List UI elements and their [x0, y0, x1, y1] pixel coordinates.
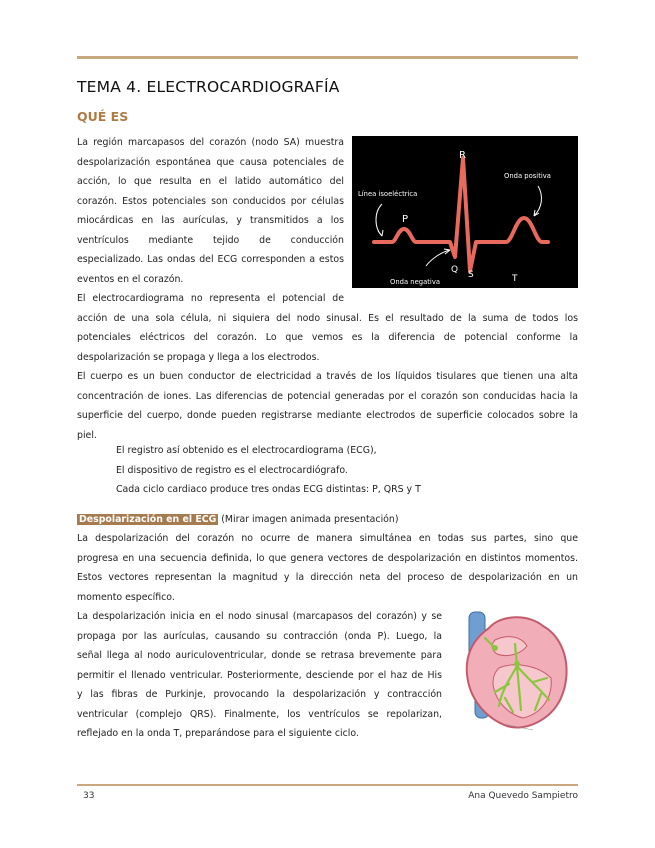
- label-p: P: [402, 214, 409, 225]
- label-t: T: [512, 274, 518, 284]
- text-line: potenciales eléctricos del corazón. Lo que vemos es la diferencia de potencial conforme la: [77, 332, 578, 343]
- label-s: S: [468, 270, 474, 280]
- text-line: El cuerpo es un buen conductor de electricidad a través de los líquidos tisulares que tienen una alta: [77, 371, 578, 382]
- text-line: superficie del cuerpo, donde pueden registrarse mediante electrodos de superficie colocados sobre la: [77, 410, 578, 421]
- text-line: momento específico.: [77, 591, 175, 603]
- text-line: señal llega al nodo auriculoventricular, donde se retrasa brevemente para: [77, 650, 442, 661]
- text-line: concentración de iones. Las diferencias de potencial generadas por el corazón son conducidas hacia la: [77, 390, 578, 402]
- indented-line: El dispositivo de registro es el electrocardiógrafo.: [116, 464, 348, 476]
- text-line: despolarización espontánea que causa potenciales de: [77, 156, 344, 168]
- bottom-rule: [77, 784, 578, 786]
- text-line: eventos en el corazón.: [77, 273, 184, 285]
- ecg-waveform-figure: [352, 136, 578, 288]
- heart-conduction-illustration: [455, 608, 577, 736]
- text-line: La despolarización del corazón no ocurre de manera simultánea en todas sus partes, sino que: [77, 533, 578, 544]
- label-isoelectric: Línea isoeléctrica: [358, 190, 418, 198]
- text-line: Estos vectores representan la magnitud y la dirección neta del proceso de despolarización en un: [77, 572, 578, 583]
- text-line: reflejado en la onda T, preparándose para el siguiente ciclo.: [77, 728, 359, 739]
- text-line: corazón. Estos potenciales son conducidos por células: [77, 195, 344, 207]
- text-line: La despolarización inicia en el nodo sinusal (marcapasos del corazón) y se: [77, 611, 442, 622]
- section-heading: QUÉ ES: [77, 109, 129, 124]
- text-line: ventrículos mediante tejido de conducción: [77, 234, 344, 246]
- page-number: 33: [83, 791, 95, 801]
- label-positive: Onda positiva: [504, 172, 551, 180]
- highlighted-heading: Despolarización en el ECG: [79, 514, 217, 525]
- isoelectric-arrow: [376, 204, 382, 236]
- indented-line: El registro así obtenido es el electrocardiograma (ECG),: [116, 445, 377, 456]
- text-line: progresa en una secuencia definida, lo que genera vectores de despolarización en distintos momentos.: [77, 552, 578, 564]
- heading-note: (Mirar imagen animada presentación): [218, 514, 399, 525]
- text-line: permitir el llenado ventricular. Posteriormente, desciende por el haz de His: [77, 669, 442, 681]
- label-r: R: [459, 150, 466, 161]
- text-line: piel.: [77, 429, 97, 441]
- text-line: propaga por las aurículas, causando su contracción (onda P). Luego, la: [77, 630, 442, 642]
- label-negative: Onda negativa: [390, 278, 441, 286]
- top-rule: [77, 56, 578, 59]
- label-q: Q: [451, 265, 459, 275]
- text-line: La región marcapasos del corazón (nodo SA) muestra: [77, 137, 344, 148]
- footer-author: Ana Quevedo Sampietro: [468, 791, 578, 801]
- text-line: ventricular (complejo QRS). Finalmente, los ventrículos se repolarizan,: [77, 708, 442, 720]
- text-line: acción de una sola célula, ni siquiera del nodo sinusal. Es el resultado de la suma de todos los: [77, 312, 578, 324]
- depolarization-heading: [77, 510, 399, 530]
- text-line: y las fibras de Purkinje, provocando la despolarización y contracción: [77, 689, 442, 700]
- text-line: El electrocardiograma no representa el potencial de: [77, 293, 344, 304]
- indented-line: Cada ciclo cardiaco produce tres ondas ECG distintas: P, QRS y T: [116, 484, 421, 495]
- text-line: especializado. Las ondas del ECG corresponden a estos: [77, 254, 344, 265]
- text-line: despolarización se propaga y llega a los electrodos.: [77, 351, 320, 363]
- text-line: miocárdicas en las aurículas, y transmitidos a los: [77, 215, 344, 226]
- page-title: TEMA 4. ELECTROCARDIOGRAFÍA: [77, 78, 340, 96]
- text-line: acción, lo que resulta en el latido automático del: [77, 176, 344, 187]
